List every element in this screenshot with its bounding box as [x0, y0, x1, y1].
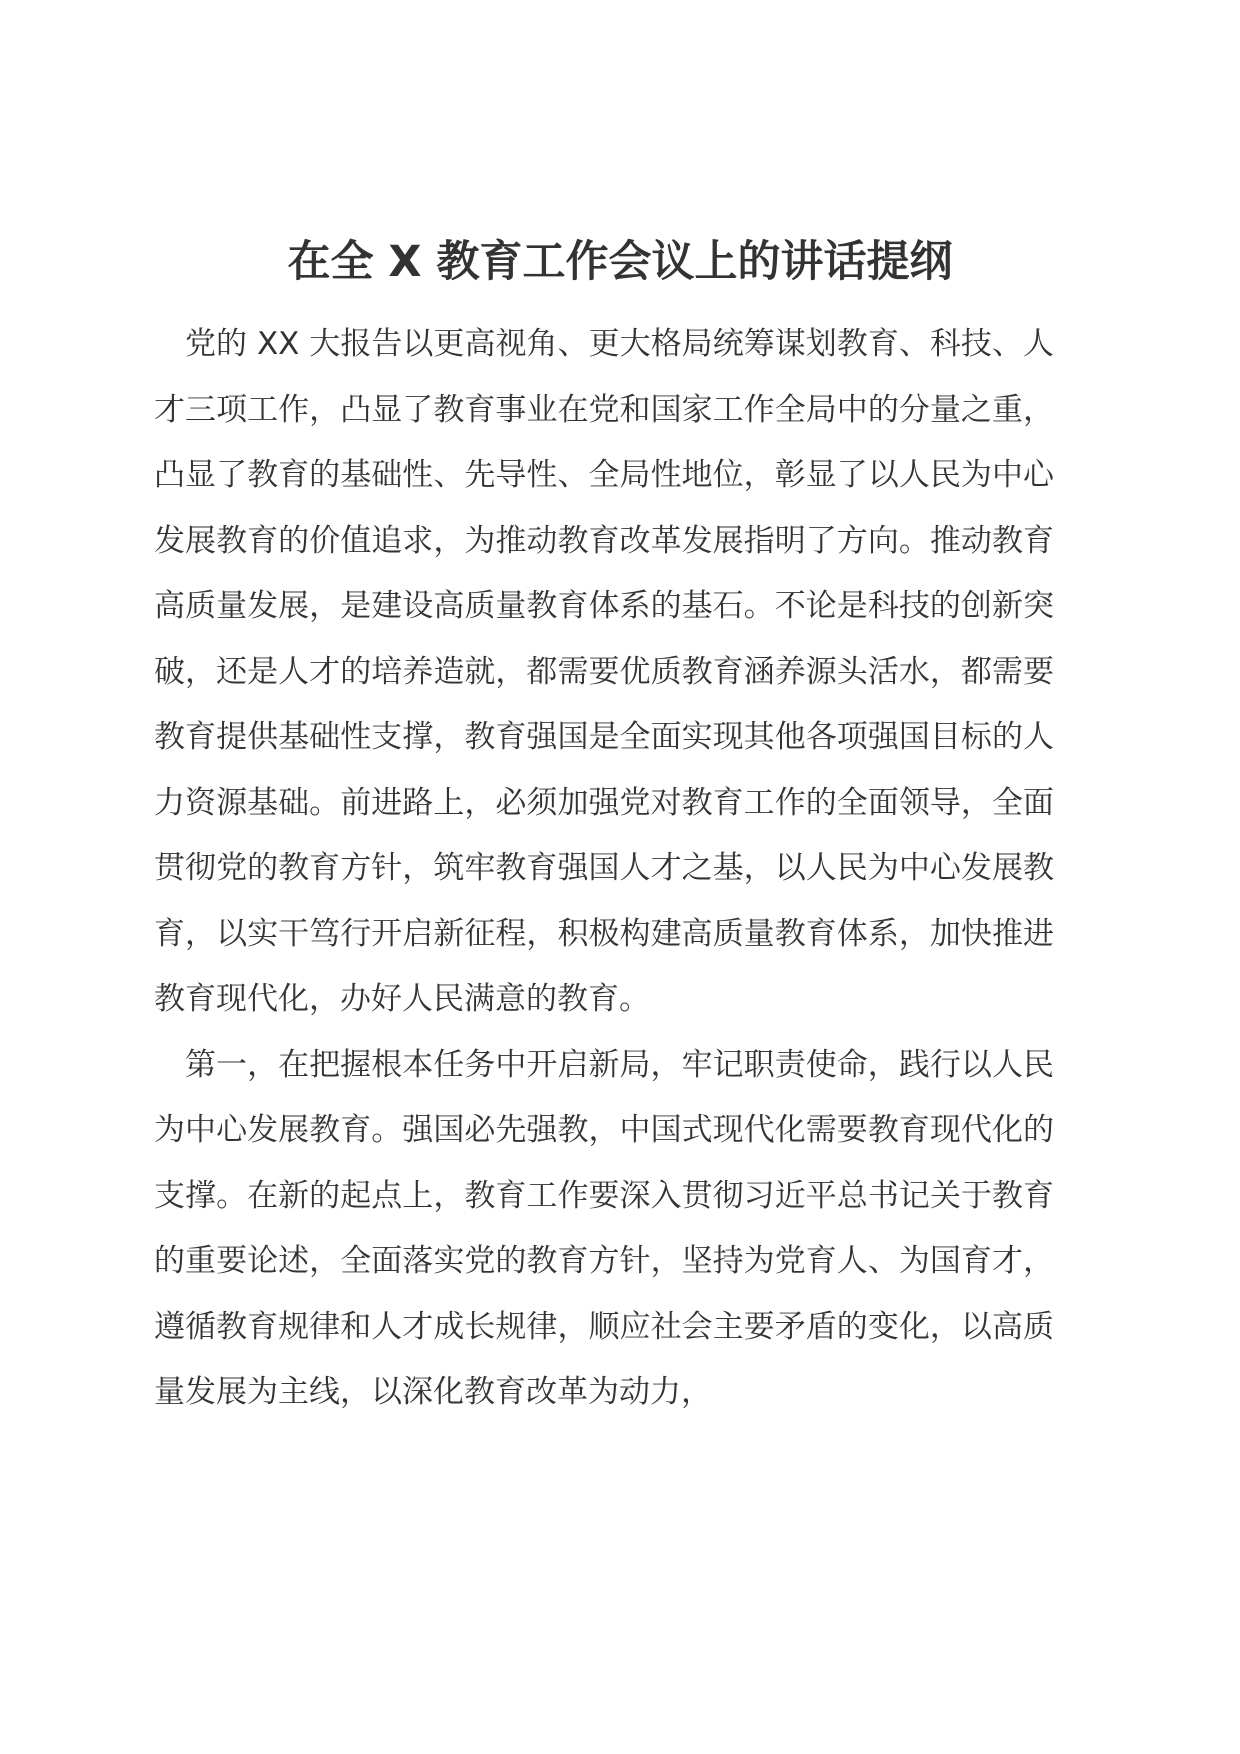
document-body	[154, 312, 1054, 1426]
document-title: 在全 X 教育工作会议上的讲话提纲	[287, 237, 953, 287]
paragraph-intro: 党的 XX 大报告以更高视角、更大格局统筹谋划教育、科技、人才三项工作，凸显了教育事业在党和国家工作全局中的分量之重，凸显了教育的基础性、先导性、全局性地位，彰显了以人民为中心发展教育的价值追求，为推动教育改革发展指明了方向。推动教育高质量发展，是建设高质量教育体系的基石。不论是科技的创新突破，还是人才的培养造就，都需要优质教育涵养源头活水，都需要教育提供基础性支撑，教育强国是全面实现其他各项强国目标的人力资源基础。前进路上，必须加强党对教育工作的全面领导，全面贯彻党的教育方针，筑牢教育强国人才之基，以人民为中心发展教育，以实干笃行开启新征程，积极构建高质量教育体系，加快推进教育现代化，办好人民满意的教育。	[154, 326, 1054, 1017]
paragraph-first-point: 第一，在把握根本任务中开启新局，牢记职责使命，践行以人民为中心发展教育。强国必先强教，中国式现代化需要教育现代化的支撑。在新的起点上，教育工作要深入贯彻习近平总书记关于教育的重要论述，全面落实党的教育方针，坚持为党育人、为国育才，遵循教育规律和人才成长规律，顺应社会主要矛盾的变化，以高质量发展为主线，以深化教育改革为动力，	[154, 1046, 1054, 1410]
